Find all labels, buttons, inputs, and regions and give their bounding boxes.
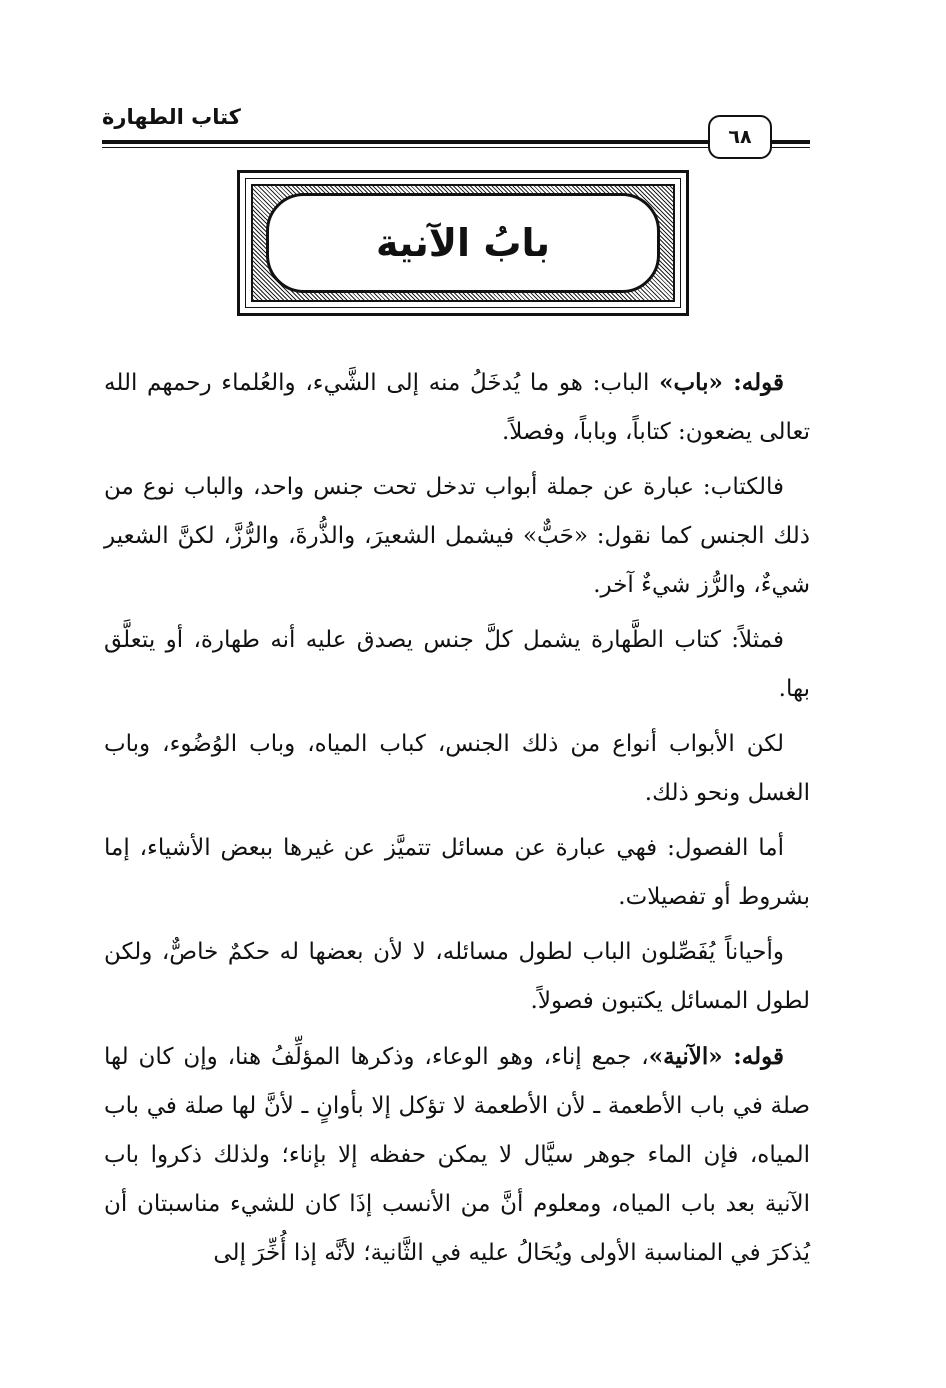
page-header (102, 95, 810, 155)
paragraph-lead: قوله: «الآنية» (648, 1043, 784, 1070)
page-number: ٦٨ (708, 115, 772, 159)
paragraph-text: لكن الأبواب أنواع من ذلك الجنس، كباب المياه، وباب الوُضُوء، وباب الغسل ونحو ذلك. (104, 731, 810, 806)
paragraph-text: الباب: هو ما يُدخَلُ منه إلى الشَّيء، والعُلماء رحمهم الله تعالى يضعون: كتاباً، وباباً، وفصلاً. (104, 370, 810, 445)
chapter-title-frame (237, 170, 689, 316)
paragraph-text: ، جمع إناء، وهو الوعاء، وذكرها المؤلِّفُ هنا، وإن كان لها صلة في باب الأطعمة ـ لأن الأطعمة لا تؤكل إلا بأوانٍ ـ لأنَّ لها صلة في باب المياه، فإن الماء جوهر سيَّال لا يمكن حفظه إلا بإناء؛ ولذلك ذكروا باب الآنية بعد باب المياه، ومعلوم أنَّ من الأنسب إذَا كان للشيء مناسبتان أن يُذكرَ في المناسبة الأولى ويُحَالُ عليه في الثَّانية؛ لأنَّه إذا أُخِّرَ إلى (104, 1044, 810, 1266)
paragraph-text: أما الفصول: فهي عبارة عن مسائل تتميَّز عن غيرها ببعض الأشياء، إما بشروط أو تفصيلات. (104, 835, 810, 910)
paragraph (104, 358, 810, 457)
body-text (104, 358, 810, 1284)
header-rule-right-thin (772, 147, 810, 148)
paragraph-lead: قوله: «باب» (659, 369, 784, 396)
paragraph (104, 928, 810, 1026)
paragraph-text: وأحياناً يُفَصِّلون الباب لطول مسائله، لا لأن بعضها له حكمٌ خاصٌّ، ولكن لطول المسائل يكتبون فصولاً. (104, 939, 810, 1014)
header-rule-thick (102, 140, 710, 144)
header-rule-right-thick (772, 140, 810, 144)
paragraph (104, 720, 810, 818)
chapter-title-plate (266, 193, 660, 293)
chapter-title: بابُ الآنية (375, 221, 551, 265)
paragraph-text: فالكتاب: عبارة عن جملة أبواب تدخل تحت جنس واحد، والباب نوع من ذلك الجنس كما نقول: «حَبٌّ» فيشمل الشعيرَ، والذُّرةَ، والرُّزَّ، لكنَّ الشعير شيءٌ، والرُّز شيءٌ آخر. (104, 474, 810, 598)
header-rule-thin (102, 147, 710, 148)
paragraph-text: فمثلاً: كتاب الطَّهارة يشمل كلَّ جنس يصدق عليه أنه طهارة، أو يتعلَّق بها. (104, 627, 810, 702)
paragraph (104, 463, 810, 610)
paragraph (104, 1032, 810, 1278)
book-title: كتاب الطهارة (102, 105, 241, 129)
paragraph (104, 616, 810, 714)
paragraph (104, 824, 810, 922)
